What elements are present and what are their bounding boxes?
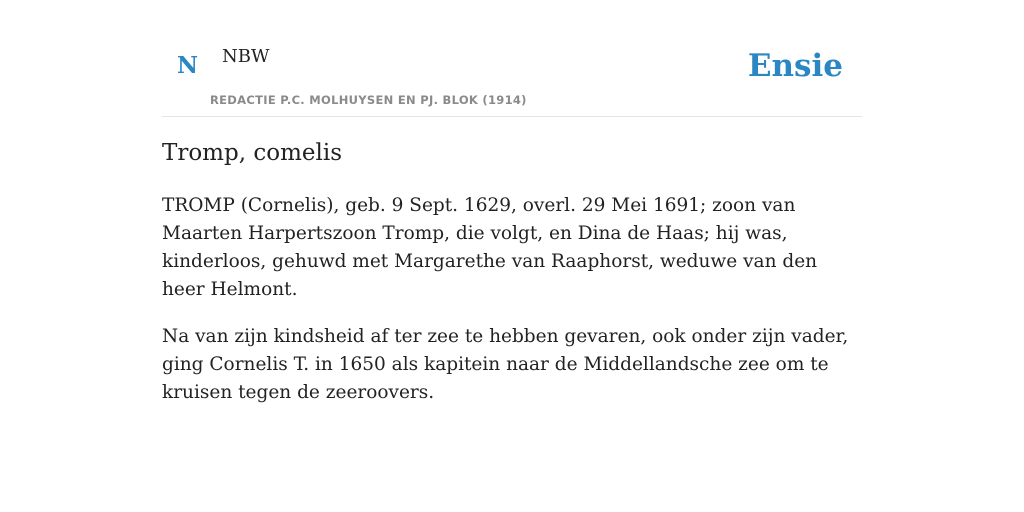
- source-name[interactable]: NBW: [222, 46, 270, 67]
- article-body: [162, 192, 862, 426]
- source-subtitle: REDACTIE P.C. MOLHUYSEN EN PJ. BLOK (1914): [210, 93, 527, 107]
- article-paragraph: TROMP (Cornelis), geb. 9 Sept. 1629, overl. 29 Mei 1691; zoon van Maarten Harpertszoon Tromp, die volgt, en Dina de Haas; hij was, kinderloos, gehuwd met Margarethe van Raaphorst, weduwe van den heer Helmont.: [162, 195, 818, 300]
- article-paragraph: Na van zijn kindsheid af ter zee te hebben gevaren, ook onder zijn vader, ging Cornelis T. in 1650 als kapitein naar de Middellandsche zee om te kruisen tegen de zeeroovers.: [162, 326, 849, 403]
- brand-logo-link[interactable]: Ensie: [747, 48, 843, 84]
- content-container: [162, 0, 862, 403]
- source-logo[interactable]: N: [177, 52, 199, 79]
- article-title: Tromp, comelis: [162, 140, 343, 166]
- source-header: [162, 0, 862, 117]
